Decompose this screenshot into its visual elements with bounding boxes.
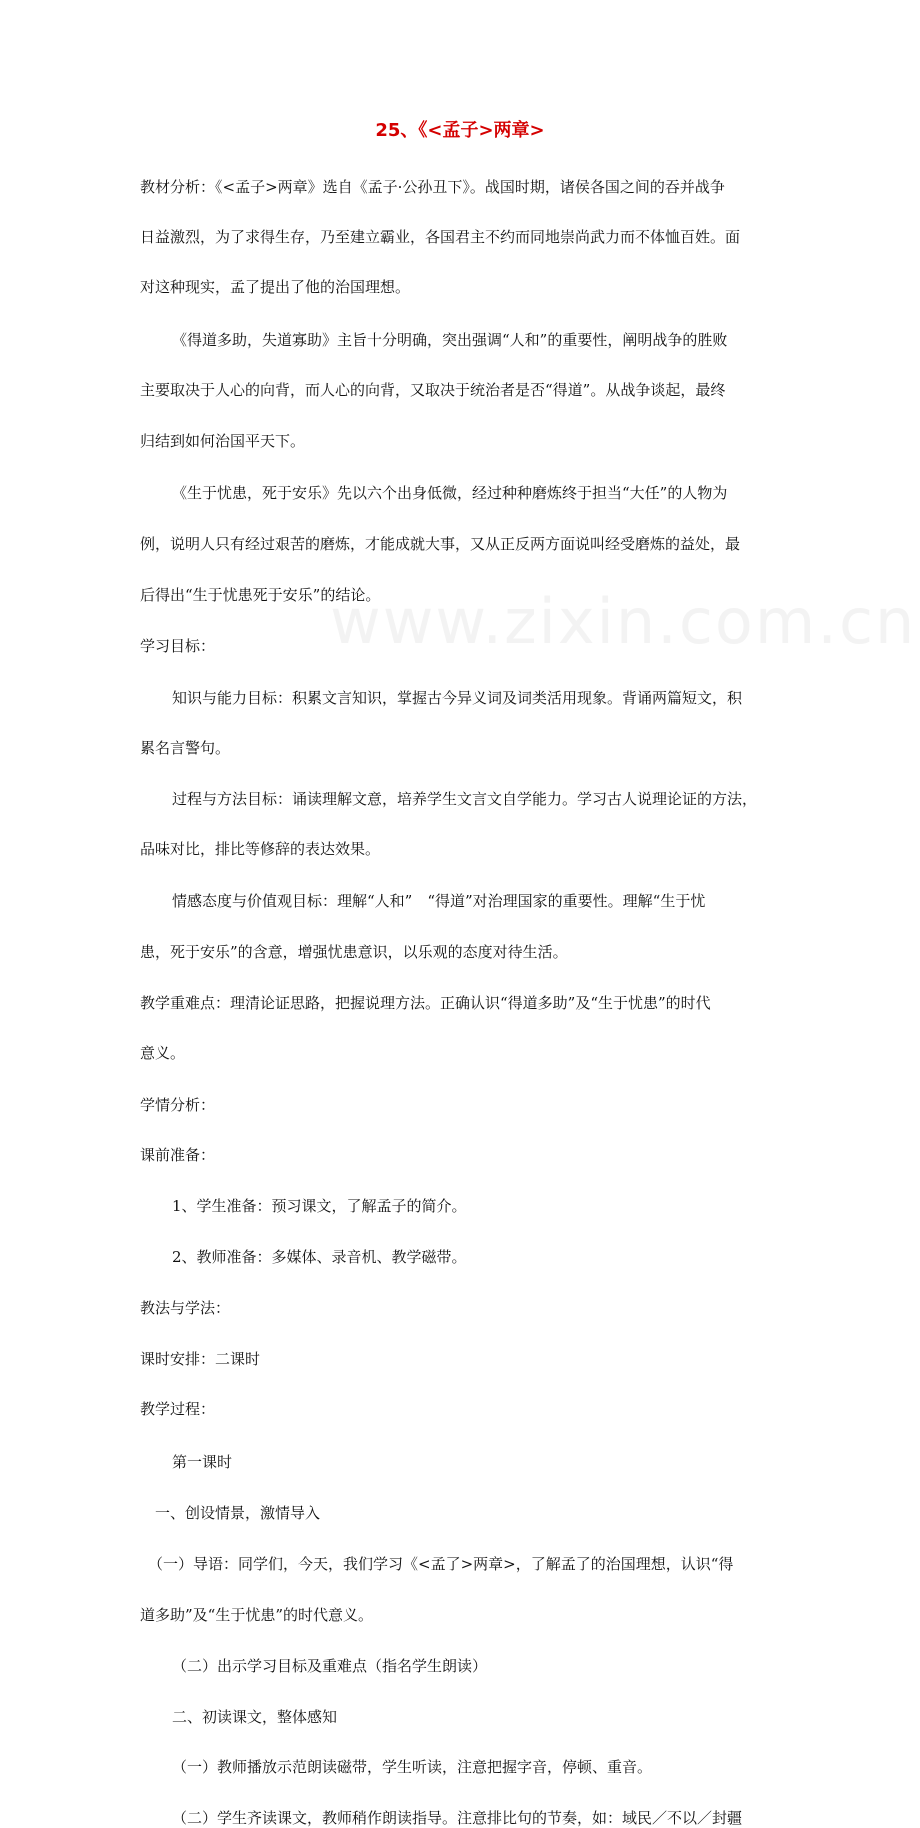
text-line: 《得道多助，失道寡助》主旨十分明确，突出强调“人和”的重要性，阐明战争的胜败 — [172, 331, 728, 349]
section-heading: 教学过程： — [140, 1400, 216, 1418]
text-line: （二）学生齐读课文，教师稍作朗读指导。注意排比句的节奏，如：域民／不以／封疆 — [172, 1809, 743, 1827]
text-line: 患，死于安乐”的含意，增强忧患意识，以乐观的态度对待生活。 — [140, 943, 568, 961]
text-line: 道多助”及“生于忧患”的时代意义。 — [140, 1606, 374, 1624]
text-line: 过程与方法目标：诵读理解文意，培养学生文言文自学能力。学习古人说理论证的方法， — [172, 790, 758, 808]
section-heading: 学习目标： — [140, 637, 216, 655]
text-line: 2、教师准备：多媒体、录音机、教学磁带。 — [172, 1248, 467, 1266]
text-line: 后得出“生于忧患死于安乐”的结论。 — [140, 586, 381, 604]
document-title: 25、《<孟子>两章> — [375, 120, 545, 141]
text-line: 品味对比，排比等修辞的表达效果。 — [140, 840, 381, 858]
text-line: （一）教师播放示范朗读磁带，学生听读，注意把握字音，停顿、重音。 — [172, 1758, 653, 1776]
text-line: 归结到如何治国平天下。 — [140, 432, 306, 450]
text-line: 1、学生准备：预习课文，了解孟子的简介。 — [172, 1197, 467, 1215]
text-line: 教学重难点：理清论证思路，把握说理方法。正确认识“得道多助”及“生于忧患”的时代 — [140, 994, 711, 1012]
text-line: 主要取决于人心的向背，而人心的向背，又取决于统治者是否“得道”。从战争谈起，最终 — [140, 381, 726, 399]
text-line: 对这种现实，孟了提出了他的治国理想。 — [140, 278, 411, 296]
text-line: 教材分析：《<孟子>两章》选自《孟子·公孙丑下》。战国时期，诸侯各国之间的吞并战争 — [140, 178, 725, 196]
text-line: （一）导语：同学们，今天，我们学习《<孟了>两章>，了解孟了的治国理想，认识“得 — [148, 1555, 734, 1573]
text-line: 日益激烈，为了求得生存，乃至建立霸业，各国君主不约而同地崇尚武力而不体恤百姓。面 — [140, 228, 741, 246]
text-line: （二）出示学习目标及重难点（指名学生朗读） — [172, 1657, 488, 1675]
text-line: 一、创设情景，激情导入 — [155, 1504, 321, 1522]
text-line: 知识与能力目标：积累文言知识，掌握古今异义词及词类活用现象。背诵两篇短文，积 — [172, 689, 743, 707]
section-heading: 学情分析： — [140, 1096, 216, 1114]
text-line: 二、初读课文，整体感知 — [172, 1708, 338, 1726]
text-line: 《生于忧患，死于安乐》先以六个出身低微，经过种种磨炼终于担当“大任”的人物为 — [172, 484, 728, 502]
section-heading: 课时安排：二课时 — [140, 1350, 261, 1368]
text-line: 例，说明人只有经过艰苦的磨炼，才能成就大事，又从正反两方面说叫经受磨炼的益处，最 — [140, 535, 741, 553]
text-line: 第一课时 — [172, 1453, 233, 1471]
text-line: 情感态度与价值观目标：理解“人和” “得道”对治理国家的重要性。理解“生于忧 — [172, 892, 706, 910]
text-line: 意义。 — [140, 1044, 186, 1062]
section-heading: 课前准备： — [140, 1146, 216, 1164]
section-heading: 教法与学法： — [140, 1299, 231, 1317]
watermark: www.zixin.com.cn — [330, 585, 917, 658]
text-line: 累名言警句。 — [140, 739, 231, 757]
